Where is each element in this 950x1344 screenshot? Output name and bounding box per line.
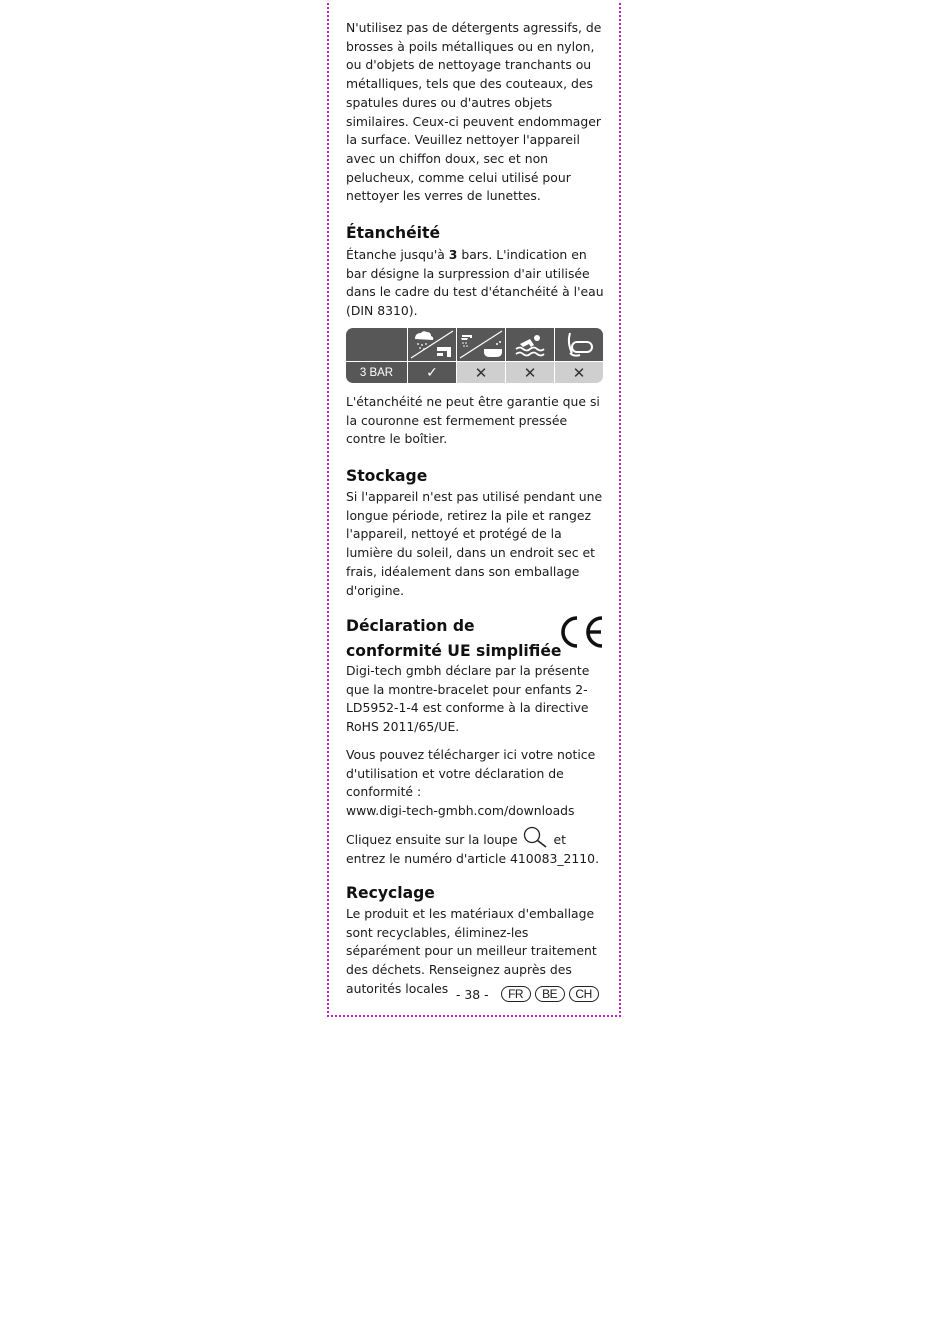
search-instruction [346,826,604,868]
waterproof-note: L'étanchéité ne peut être garantie que si la couronne est fermement pressée contre le boîtier. [346,394,600,447]
bar-rating-cell [346,362,407,383]
download-url: www.digi-tech-gmbh.com/downloads [346,803,575,819]
swimming-icon [506,328,554,361]
storage-paragraph: Si l'appareil n'est pas utilisé pendant une longue période, retirez la pile et rangez l'appareil, nettoyé et protégé de la lumière du soleil, dans un endroit sec et frais, idéalement dans son emballage d'origine. [346,489,603,598]
shower-bath-icon [457,328,505,361]
waterproof-text-before: Étanche jusqu'à [346,247,449,262]
page-footer [456,986,599,1002]
country-badge-fr: FR [501,986,531,1002]
waterproof-bar-value: 3 [448,247,458,262]
waterproof-paragraph [346,246,604,321]
bar-rating-label: 3 BAR [359,366,394,379]
magnifier-icon [522,826,550,848]
cleaning-paragraph: N'utilisez pas de détergents agressifs, de brosses à poils métalliques ou en nylon, ou d'objets de nettoyage tranchants ou métalliques, tels que des couteaux, des spatules dures ou d'autres objets similaires. Ceux-ci peuvent endommager la surface. Veuillez nettoyer l'appareil avec un chiffon doux, sec et non pelucheux, comme celui utilisé pour nettoyer les verres de lunettes. [346,20,602,204]
cross-mark-icon: ✕ [506,362,554,383]
recycling-paragraph: Le produit et les matériaux d'emballage sont recyclables, éliminez-les séparément pour un meilleur traitement des déchets. Renseignez auprès des autorités locales [346,906,597,996]
storage-heading: Stockage [346,467,428,485]
cross-mark-icon: ✕ [555,362,603,383]
check-mark-icon: ✓ [408,362,456,383]
page-number: - 38 - [456,986,489,1002]
ce-mark-icon [556,614,606,650]
water-resistance-table [346,328,604,383]
recycling-heading: Recyclage [346,884,435,902]
water-resistance-icon-row [346,328,604,361]
waterproof-text-after: bars. L'indication en bar désigne la surpression d'air utilisée dans le cadre du test d'étanchéité à l'eau (DIN 8310). [346,247,604,319]
declaration-paragraph: Digi-tech gmbh déclare par la présente que la montre-bracelet pour enfants 2-LD5952-1-4 est conforme à la directive RoHS 2011/65/UE. [346,663,590,735]
search-text-after: et entrez le numéro d'article 410083_2110. [346,832,600,866]
cross-mark-icon: ✕ [457,362,505,383]
rain-hand-wash-icon [408,328,456,361]
country-badge-be: BE [535,986,565,1002]
waterproof-heading: Étanchéité [346,224,441,242]
download-paragraph [346,746,604,821]
download-text: Vous pouvez télécharger ici votre notice d'utilisation et votre déclaration de conformité : [346,747,596,800]
declaration-heading-line2: conformité UE simplifiée [346,642,562,660]
water-resistance-mark-row [346,362,604,383]
declaration-heading-line1: Déclaration de [346,617,475,635]
water-resistance-blank-cell [346,328,407,361]
country-badge-ch: CH [569,986,599,1002]
search-text-before: Cliquez ensuite sur la loupe [346,832,522,847]
snorkel-icon [555,328,603,361]
